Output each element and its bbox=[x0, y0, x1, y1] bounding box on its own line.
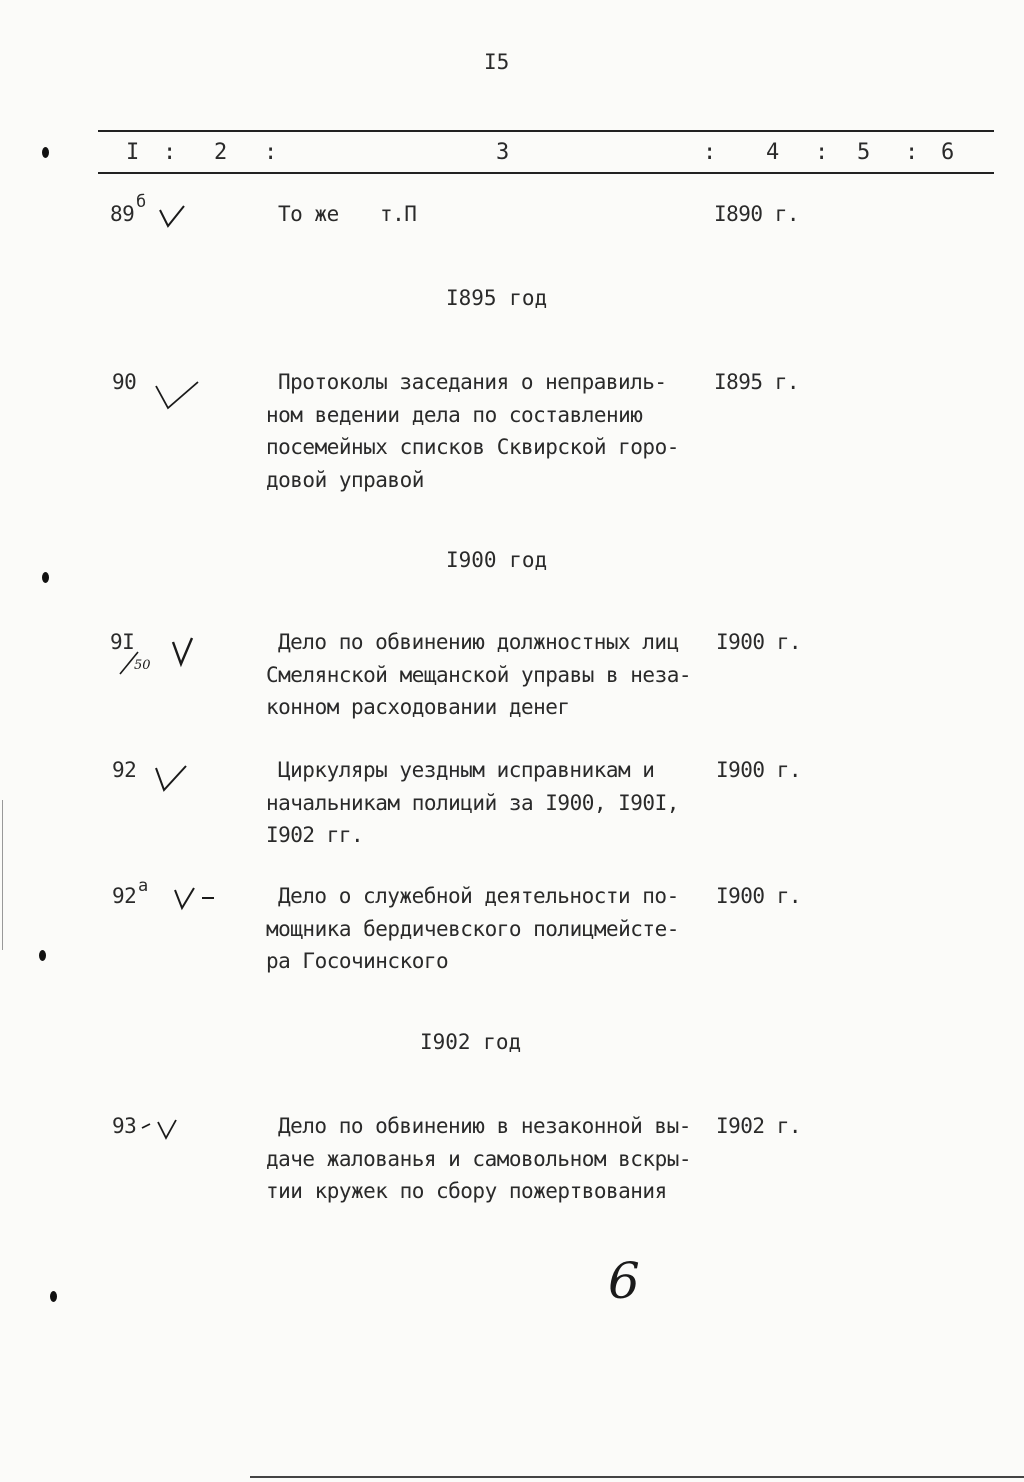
column-separator: : bbox=[815, 140, 829, 165]
entry-description: То же bbox=[278, 202, 339, 226]
column-header-6: 6 bbox=[941, 140, 955, 165]
check-mark-icon bbox=[152, 762, 190, 792]
punch-hole bbox=[50, 1291, 57, 1302]
entry-number-suffix: а bbox=[138, 876, 149, 896]
entry-description: Дело о служебной деятельности по- мощника бердичевского полицмейсте- ра Госочинского bbox=[266, 884, 679, 973]
scan-edge-line bbox=[2, 800, 3, 950]
punch-hole bbox=[42, 147, 49, 158]
entry-date: I900 г. bbox=[716, 630, 802, 654]
handwritten-sheet-number: 6 bbox=[608, 1252, 640, 1310]
column-header-1: I bbox=[126, 140, 140, 165]
entry-number-fraction: 50 bbox=[134, 658, 151, 673]
entry-date: I900 г. bbox=[716, 884, 802, 908]
check-mark-icon bbox=[170, 636, 196, 666]
scan-bottom-edge bbox=[250, 1476, 1024, 1478]
entry-date: I900 г. bbox=[716, 758, 802, 782]
entry-description: Циркуляры уездным исправникам и начальникам полиций за I900, I90I, I902 гг. bbox=[266, 758, 679, 847]
entry-date: I895 г. bbox=[714, 370, 800, 394]
punch-hole bbox=[42, 572, 49, 583]
entry-number: 92 bbox=[112, 758, 137, 782]
entry-description: Протоколы заседания о неправиль- ном ведении дела по составлению посемейных списков Сквирской горо- довой управой bbox=[266, 370, 679, 492]
entry-number: 89 bbox=[110, 202, 135, 226]
entry-number: 92 bbox=[112, 884, 137, 908]
header-rule-bottom bbox=[98, 172, 994, 174]
check-mark-icon bbox=[156, 202, 188, 230]
year-heading: I902 год bbox=[420, 1030, 522, 1054]
entry-number-suffix: б bbox=[136, 192, 147, 212]
year-heading: I895 год bbox=[446, 286, 548, 310]
entry-date: I890 г. bbox=[714, 202, 800, 226]
entry-number: 93 bbox=[112, 1114, 137, 1138]
page-number: I5 bbox=[484, 50, 510, 74]
column-separator: : bbox=[703, 140, 717, 165]
column-header-2: 2 bbox=[214, 140, 228, 165]
column-separator: : bbox=[905, 140, 919, 165]
entry-number: 9I bbox=[110, 630, 135, 654]
check-mark-icon bbox=[140, 1118, 184, 1142]
entry-description: Дело по обвинению в незаконной вы- даче жалованья и самовольном вскры- тии кружек по сбору пожертвования bbox=[266, 1114, 692, 1203]
year-heading: I900 год bbox=[446, 548, 548, 572]
column-header-4: 4 bbox=[766, 140, 780, 165]
header-rule-top bbox=[98, 130, 994, 132]
check-mark-icon bbox=[150, 378, 202, 412]
entry-description: Дело по обвинению должностных лиц Смелянской мещанской управы в неза- конном расходовании денег bbox=[266, 630, 692, 719]
entry-number: 90 bbox=[112, 370, 137, 394]
column-header-5: 5 bbox=[857, 140, 871, 165]
column-separator: : bbox=[264, 140, 278, 165]
column-header-3: 3 bbox=[496, 140, 510, 165]
column-separator: : bbox=[163, 140, 177, 165]
check-mark-icon bbox=[172, 886, 224, 912]
punch-hole bbox=[39, 950, 46, 961]
entry-description-note: т.П bbox=[380, 202, 417, 226]
entry-date: I902 г. bbox=[716, 1114, 802, 1138]
